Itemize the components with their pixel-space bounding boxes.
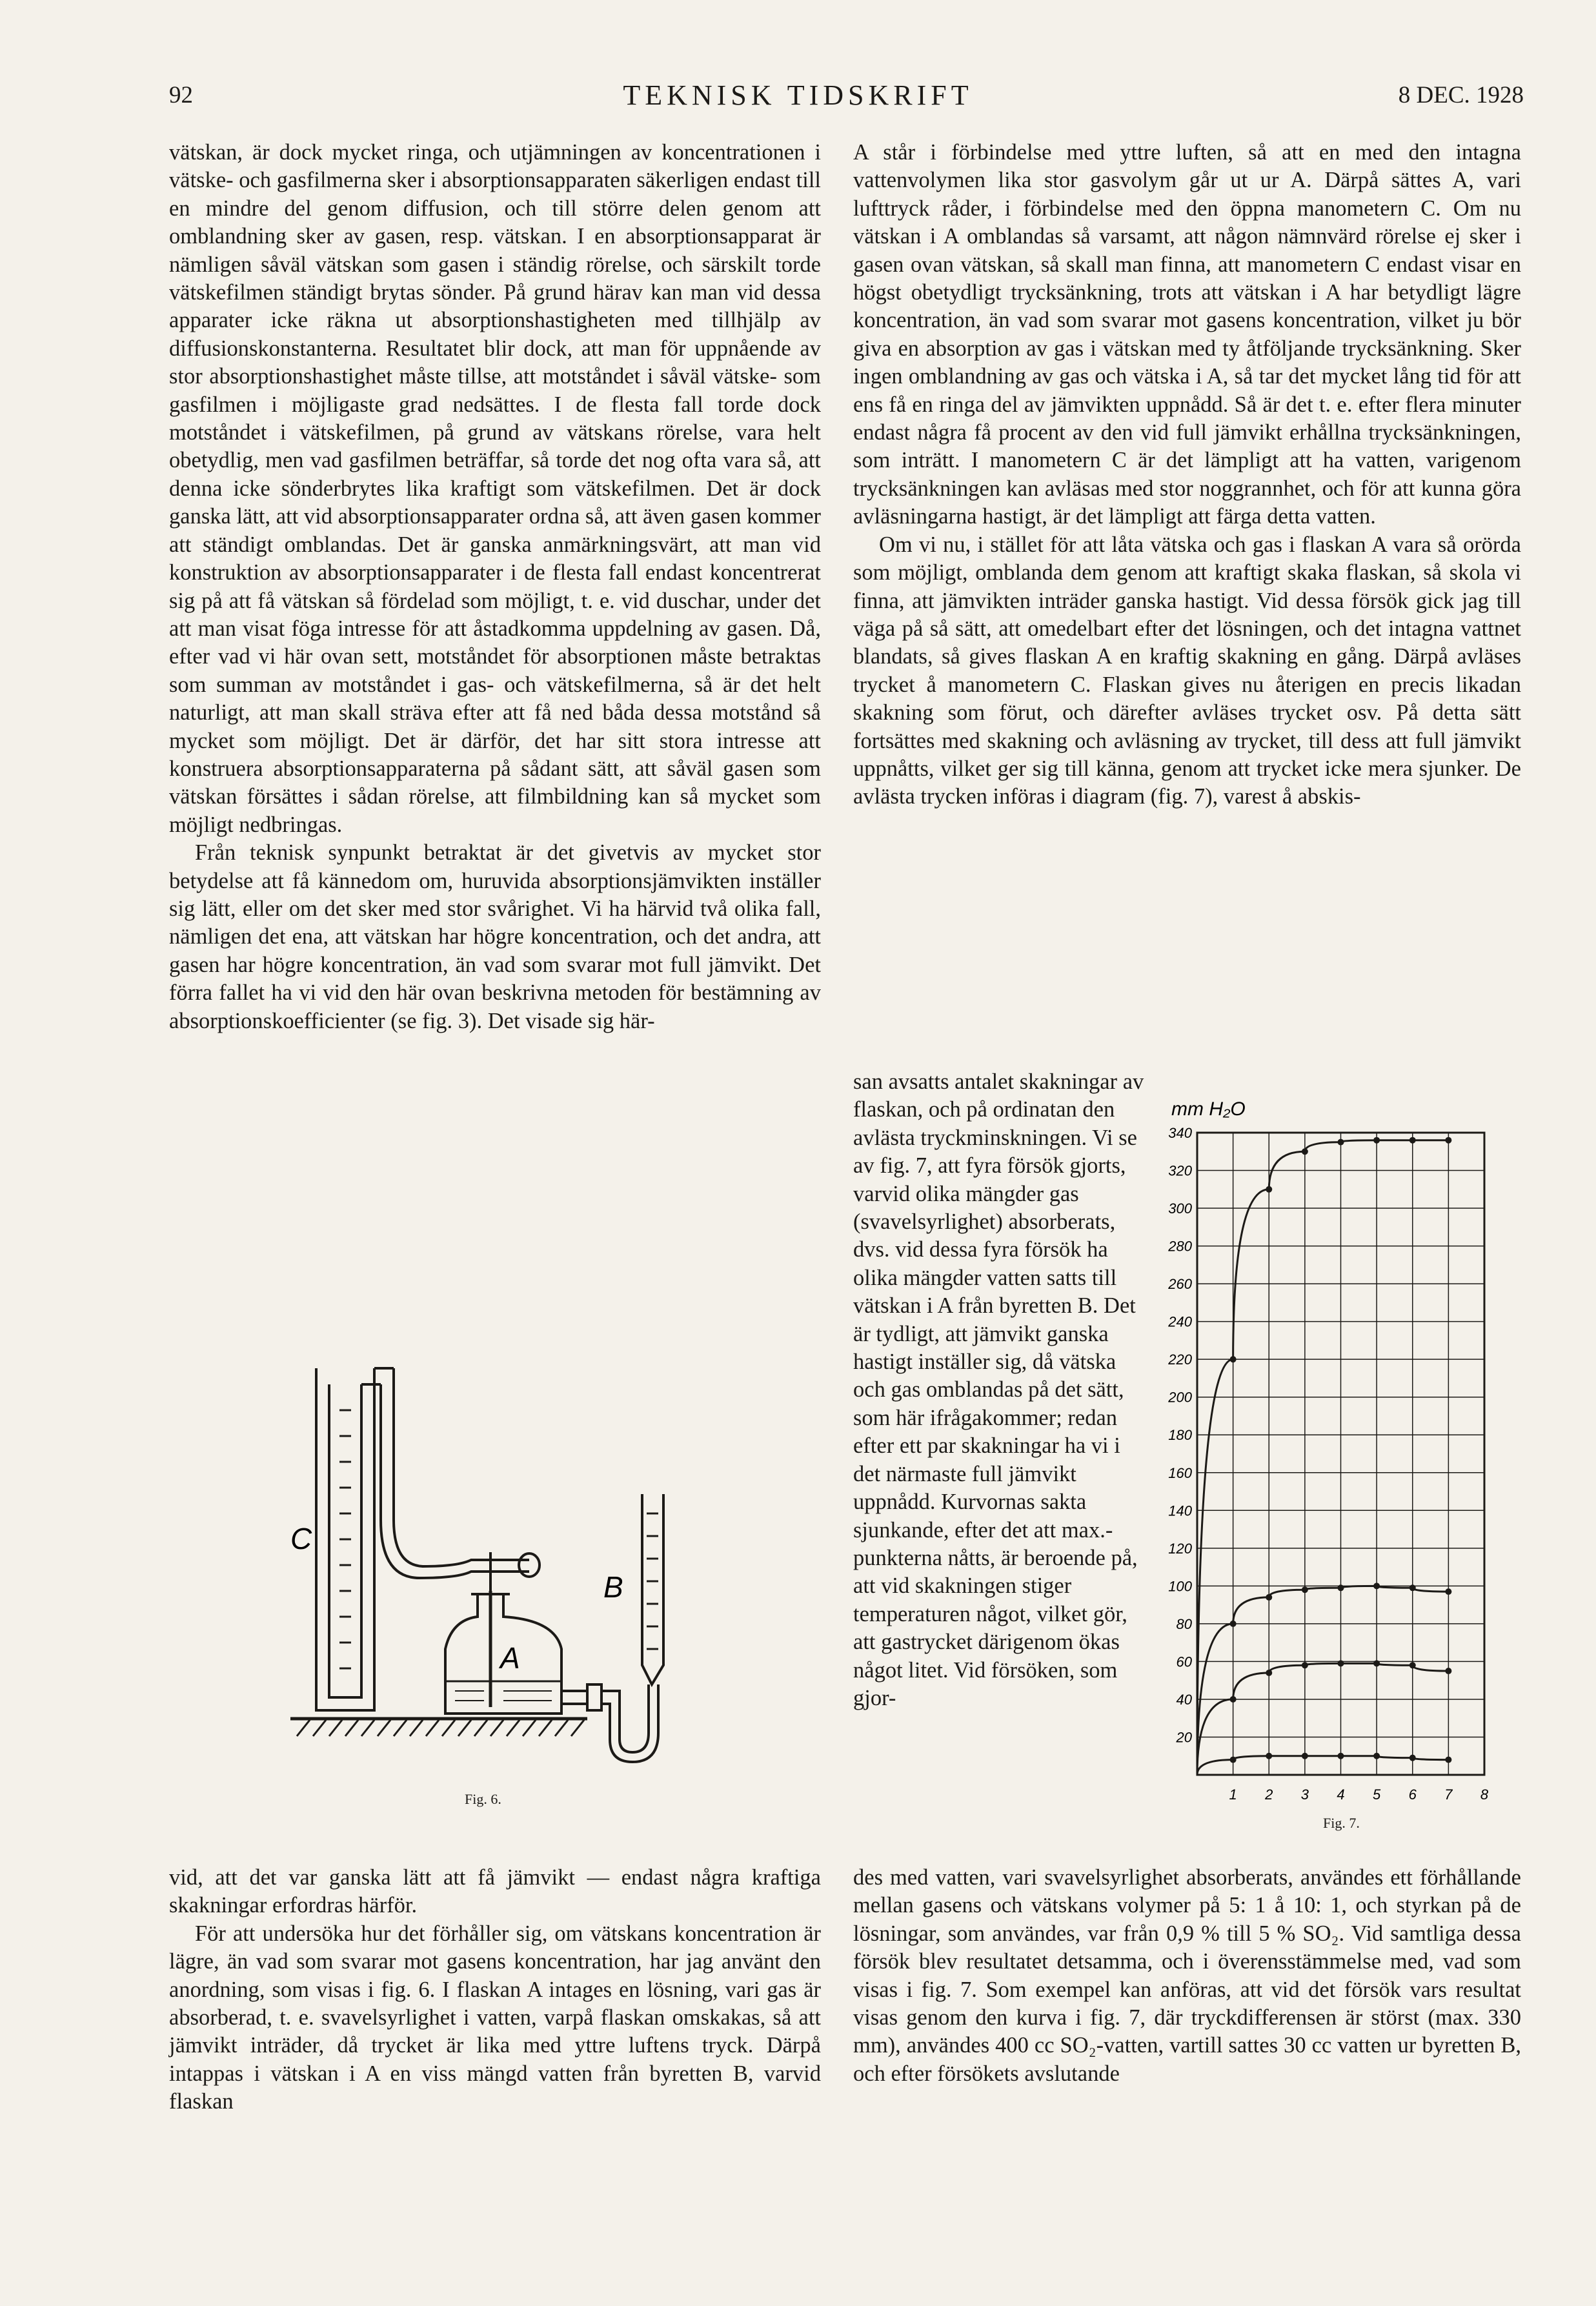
y-tick-label: 80: [1176, 1615, 1192, 1632]
label-b: B: [603, 1570, 623, 1604]
data-point: [1302, 1662, 1308, 1668]
label-c: C: [290, 1522, 312, 1555]
x-tick-label: 5: [1373, 1786, 1381, 1803]
y-tick-label: 20: [1176, 1729, 1192, 1746]
chart-series: [1197, 1137, 1451, 1775]
page-number: 92: [169, 82, 193, 108]
data-point: [1373, 1137, 1380, 1144]
y-tick-label: 340: [1168, 1125, 1192, 1141]
x-tick-label: 2: [1265, 1786, 1273, 1803]
paragraph: Om vi nu, i stället för att låta vätska och gas i flaskan A vara så orörda som möjligt, omblanda dem genom att kraftigt skaka flaskan, så skola vi finna, att jämvikten inträder ganska hastigt. Vid dessa försök gick jag till väga på så sätt, att omedelbart efter det lösningen, och det intagna vattnet blandats, så gives flaskan A en kraftig skakning en gång. Därpå avläses trycket å manometern C. Flaskan gives nu återigen en precis likadan skakning som förut, och därefter avläses trycket osv. På detta sätt fortsättes med skakning och avläsning av trycket, till dess att full jämvikt uppnåtts, vilket ger sig till känna, genom att trycket icke mera sjunker. De avlästa trycken införas i diagram (fig. 7), varest å abskis-: [853, 532, 1521, 809]
x-tick-label: 8: [1480, 1786, 1489, 1803]
paragraph: För att undersöka hur det förhåller sig, om vätskans koncentration är lägre, än vad som svarar mot gasens koncentration, har jag använt den anordning, som visas i fig. 6. I flaskan A intages en lösning, vari gas är absorberad, t. e. svavelsyrlighet i vatten, varpå flaskan omskakas, så att jämvikt inträder, då trycket är lika med yttre luftens tryck. Därpå intappas i vätskan i A en viss mängd vatten från byretten B, varvid flaskan: [169, 1921, 821, 2114]
figure-6-caption: Fig. 6.: [465, 1791, 501, 1807]
right-column-top: [853, 139, 1521, 811]
y-tick-label: 60: [1176, 1654, 1192, 1670]
y-tick-label: 300: [1168, 1200, 1192, 1217]
left-column-bottom: [169, 1864, 821, 2116]
paragraph: des med vatten, vari svavelsyrlighet absorberats, användes ett förhållande mellan gasens och vätskans volymer på 5: 1 å 10: 1, och styrkan på de lösningar, som användes, var från 0,9 % till 5 % SO₂. Vid samtliga dessa försök blev resultatet detsamma, och i överensstämmelse med, vad som visas i fig. 7. Som exempel kan anföras, att vid det försök vars resultat visas genom den kurva i fig. 7, där tryckdifferensen är störst (max. 330 mm), användes 400 cc SO₂-vatten, vartill sattes 30 cc vatten ur byretten B, och efter försökets avslutande: [853, 1865, 1521, 2086]
data-point: [1302, 1586, 1308, 1593]
right-column-wrap-text: [853, 1068, 1150, 1712]
y-tick-label: 40: [1176, 1691, 1192, 1708]
series-line-2: [1197, 1586, 1448, 1775]
y-tick-label: 280: [1168, 1238, 1192, 1255]
issue-date: 8 DEC. 1928: [1398, 82, 1524, 108]
data-point: [1409, 1755, 1416, 1761]
x-tick-label: 7: [1444, 1786, 1453, 1803]
data-point: [1338, 1139, 1344, 1146]
data-point: [1373, 1583, 1380, 1589]
paragraph: vid, att det var ganska lätt att få jämvikt — endast några kraftiga skakningar erfordras härför.: [169, 1865, 821, 1918]
data-point: [1266, 1594, 1272, 1601]
data-point: [1302, 1753, 1308, 1759]
y-tick-label: 100: [1168, 1578, 1192, 1595]
figure-7-caption: Fig. 7.: [1323, 1815, 1360, 1831]
chart-grid: [1197, 1133, 1484, 1775]
data-point: [1302, 1148, 1308, 1155]
data-point: [1445, 1668, 1451, 1674]
label-a: A: [500, 1641, 520, 1675]
data-point: [1409, 1662, 1416, 1668]
paragraph: A står i förbindelse med yttre luften, så att en med den intagna vattenvolymen lika stor gasvolym går ut ur A. Därpå sättes A, vari lufttryck råder, i förbindelse med den öppna manometern C. Om nu vätskan i A omblandas så varsamt, att någon nämnvärd rörelse ej sker i gasen ovan vätskan, så skall man finna, att manometern C endast visar en högst obetydligt trycksänkning, trots att vätskan i A har betydligt lägre koncentration, än vad som svarar mot gasens koncentration, vilket ju bör giva en absorption av gas i vätskan med ty åtföljande trycksänkning. Sker ingen omblandning av gas och vätska i A, så tar det mycket lång tid för att ens få en ringa del av jämvikten uppnådd. Så är det t. e. efter flera minuter endast några få procent av den vid full jämvikt erhållna trycksänkningen, som inträtt. I manometern C är det lämpligt att ha vatten, varigenom trycksänkningen kan avläsas med stor noggrannhet, och för att kunna göra avläsningarna hastigt, är det lämpligt att färga detta vatten.: [853, 140, 1521, 529]
left-column-top: [169, 139, 821, 1035]
data-point: [1445, 1757, 1451, 1763]
data-point: [1338, 1753, 1344, 1759]
x-tick-label: 1: [1229, 1786, 1237, 1803]
series-line-1: [1197, 1140, 1448, 1775]
y-tick-label: 260: [1168, 1276, 1192, 1293]
x-tick-label: 4: [1337, 1786, 1345, 1803]
data-point: [1266, 1670, 1272, 1676]
figure-6-apparatus: [278, 1359, 742, 1810]
paragraph: vätskan, är dock mycket ringa, och utjämningen av koncentrationen i vätske- och gasfilmerna sker i absorptionsapparaten säkerligen endast till en mindre del genom diffusion, och till större delen genom att omblandning sker av gasen, resp. vätskan. I en absorptionsapparat är nämligen såväl vätskan som gasen i ständig rörelse, och särskilt torde vätskefilmen ständigt brytas sönder. På grund härav kan man vid dessa apparater icke räkna ut absorptionshastigheten med tillhjälp av diffusionskonstanterna. Resultatet blir dock, att man för uppnående av stor absorptionshastighet måste tillse, att motståndet i såväl vätske- som gasfilmen i möjligaste grad nedsättes. I de flesta fall torde dock motståndet i vätskefilmen, på grund av vätskans rörelse, vara helt obetydlig, men vad gasfilmen beträffar, så torde det nog ofta vara så, att denna icke sönderbrytes lika kraftigt som vätskefilmen. Det är dock ganska lätt, att vid absorptionsapparater ordna så, att även gasen kommer att ständigt omblandas. Det är ganska anmärkningsvärt, att man vid konstruktion av absorptionsapparater i de flesta fall endast koncentrerat sig på att få vätskan så fördelad som möjligt, t. e. vid duschar, under det att man visat föga intresse för att åstadkomma uppdelning av gasen. Då, efter vad vi här ovan sett, motståndet för absorptionen måste betraktas som summan av motståndet i gas- och vätskefilmerna, så är det helt naturligt, att man skall sträva efter att få ned båda dessa motstånd så mycket som möjligt. Det är därför, det har sitt stora intresse att konstruera absorptionsapparaterna på sådant sätt, att såväl gasen som vätskan försättes i sådan rörelse, att filmbildning kan så mycket som möjligt nedbringas.: [169, 140, 821, 837]
data-point: [1230, 1356, 1237, 1362]
data-point: [1409, 1137, 1416, 1144]
y-tick-label: 320: [1168, 1162, 1192, 1179]
y-tick-label: 200: [1168, 1389, 1192, 1406]
data-point: [1230, 1757, 1237, 1763]
page-header: [0, 76, 1596, 115]
data-point: [1373, 1660, 1380, 1666]
right-column-bottom: [853, 1864, 1521, 2088]
y-tick-label: 180: [1168, 1427, 1192, 1444]
y-tick-labels: [1167, 1125, 1192, 1745]
y-tick-label: 120: [1168, 1540, 1192, 1557]
y-tick-label: 140: [1168, 1502, 1192, 1519]
data-point: [1230, 1621, 1237, 1627]
x-tick-label: 3: [1300, 1786, 1309, 1803]
y-tick-label: 240: [1168, 1313, 1192, 1330]
data-point: [1230, 1696, 1237, 1703]
journal-title: TEKNISK TIDSKRIFT: [623, 79, 973, 111]
figure-7-chart: [1158, 1097, 1526, 1833]
y-axis-unit: mm H₂O: [1171, 1098, 1246, 1120]
data-point: [1266, 1186, 1272, 1193]
y-tick-label: 160: [1168, 1464, 1192, 1481]
data-point: [1338, 1660, 1344, 1666]
x-tick-labels: [1229, 1786, 1489, 1803]
data-point: [1445, 1137, 1451, 1144]
paragraph: Från teknisk synpunkt betraktat är det givetvis av mycket stor betydelse att få kännedom om, huruvida absorptionsjämvikten inställer sig lätt, eller om det sker med stor svårighet. Vi ha härvid två olika fall, nämligen det ena, att vätskan har högre koncentration, och det andra, att gasen har högre koncentration, än vad som svarar mot full jämvikt. Det förra fallet ha vi vid den här ovan beskrivna metoden för bestämning av absorptionskoefficienter (se fig. 3). Det visade sig här-: [169, 840, 821, 1033]
data-point: [1266, 1753, 1272, 1759]
y-tick-label: 220: [1168, 1351, 1192, 1368]
data-point: [1445, 1588, 1451, 1595]
paragraph: san avsatts antalet skakningar av flaskan, och på ordinatan den avlästa tryckminskningen. Vi se av fig. 7, att fyra försök gjorts, varvid olika mängder gas (svavelsyrlighet) absorberats, dvs. vid dessa fyra försök ha olika mängder vatten satts till vätskan i A från byretten B. Det är tydligt, att jämvikt ganska hastigt inställer sig, då vätska och gas omblandas på det sätt, som här ifrågakommer; redan efter ett par skakningar ha vi i det närmaste full jämvikt uppnådd. Kurvornas sakta sjunkande, efter det att max.-punkterna nåtts, är beroende på, att vid skakningen stiger temperaturen något, vilket gör, att gastrycket därigenom ökas något litet. Vid försöken, som gjor-: [853, 1069, 1144, 1710]
data-point: [1409, 1584, 1416, 1591]
data-point: [1373, 1753, 1380, 1759]
x-tick-label: 6: [1408, 1786, 1417, 1803]
data-point: [1338, 1584, 1344, 1591]
